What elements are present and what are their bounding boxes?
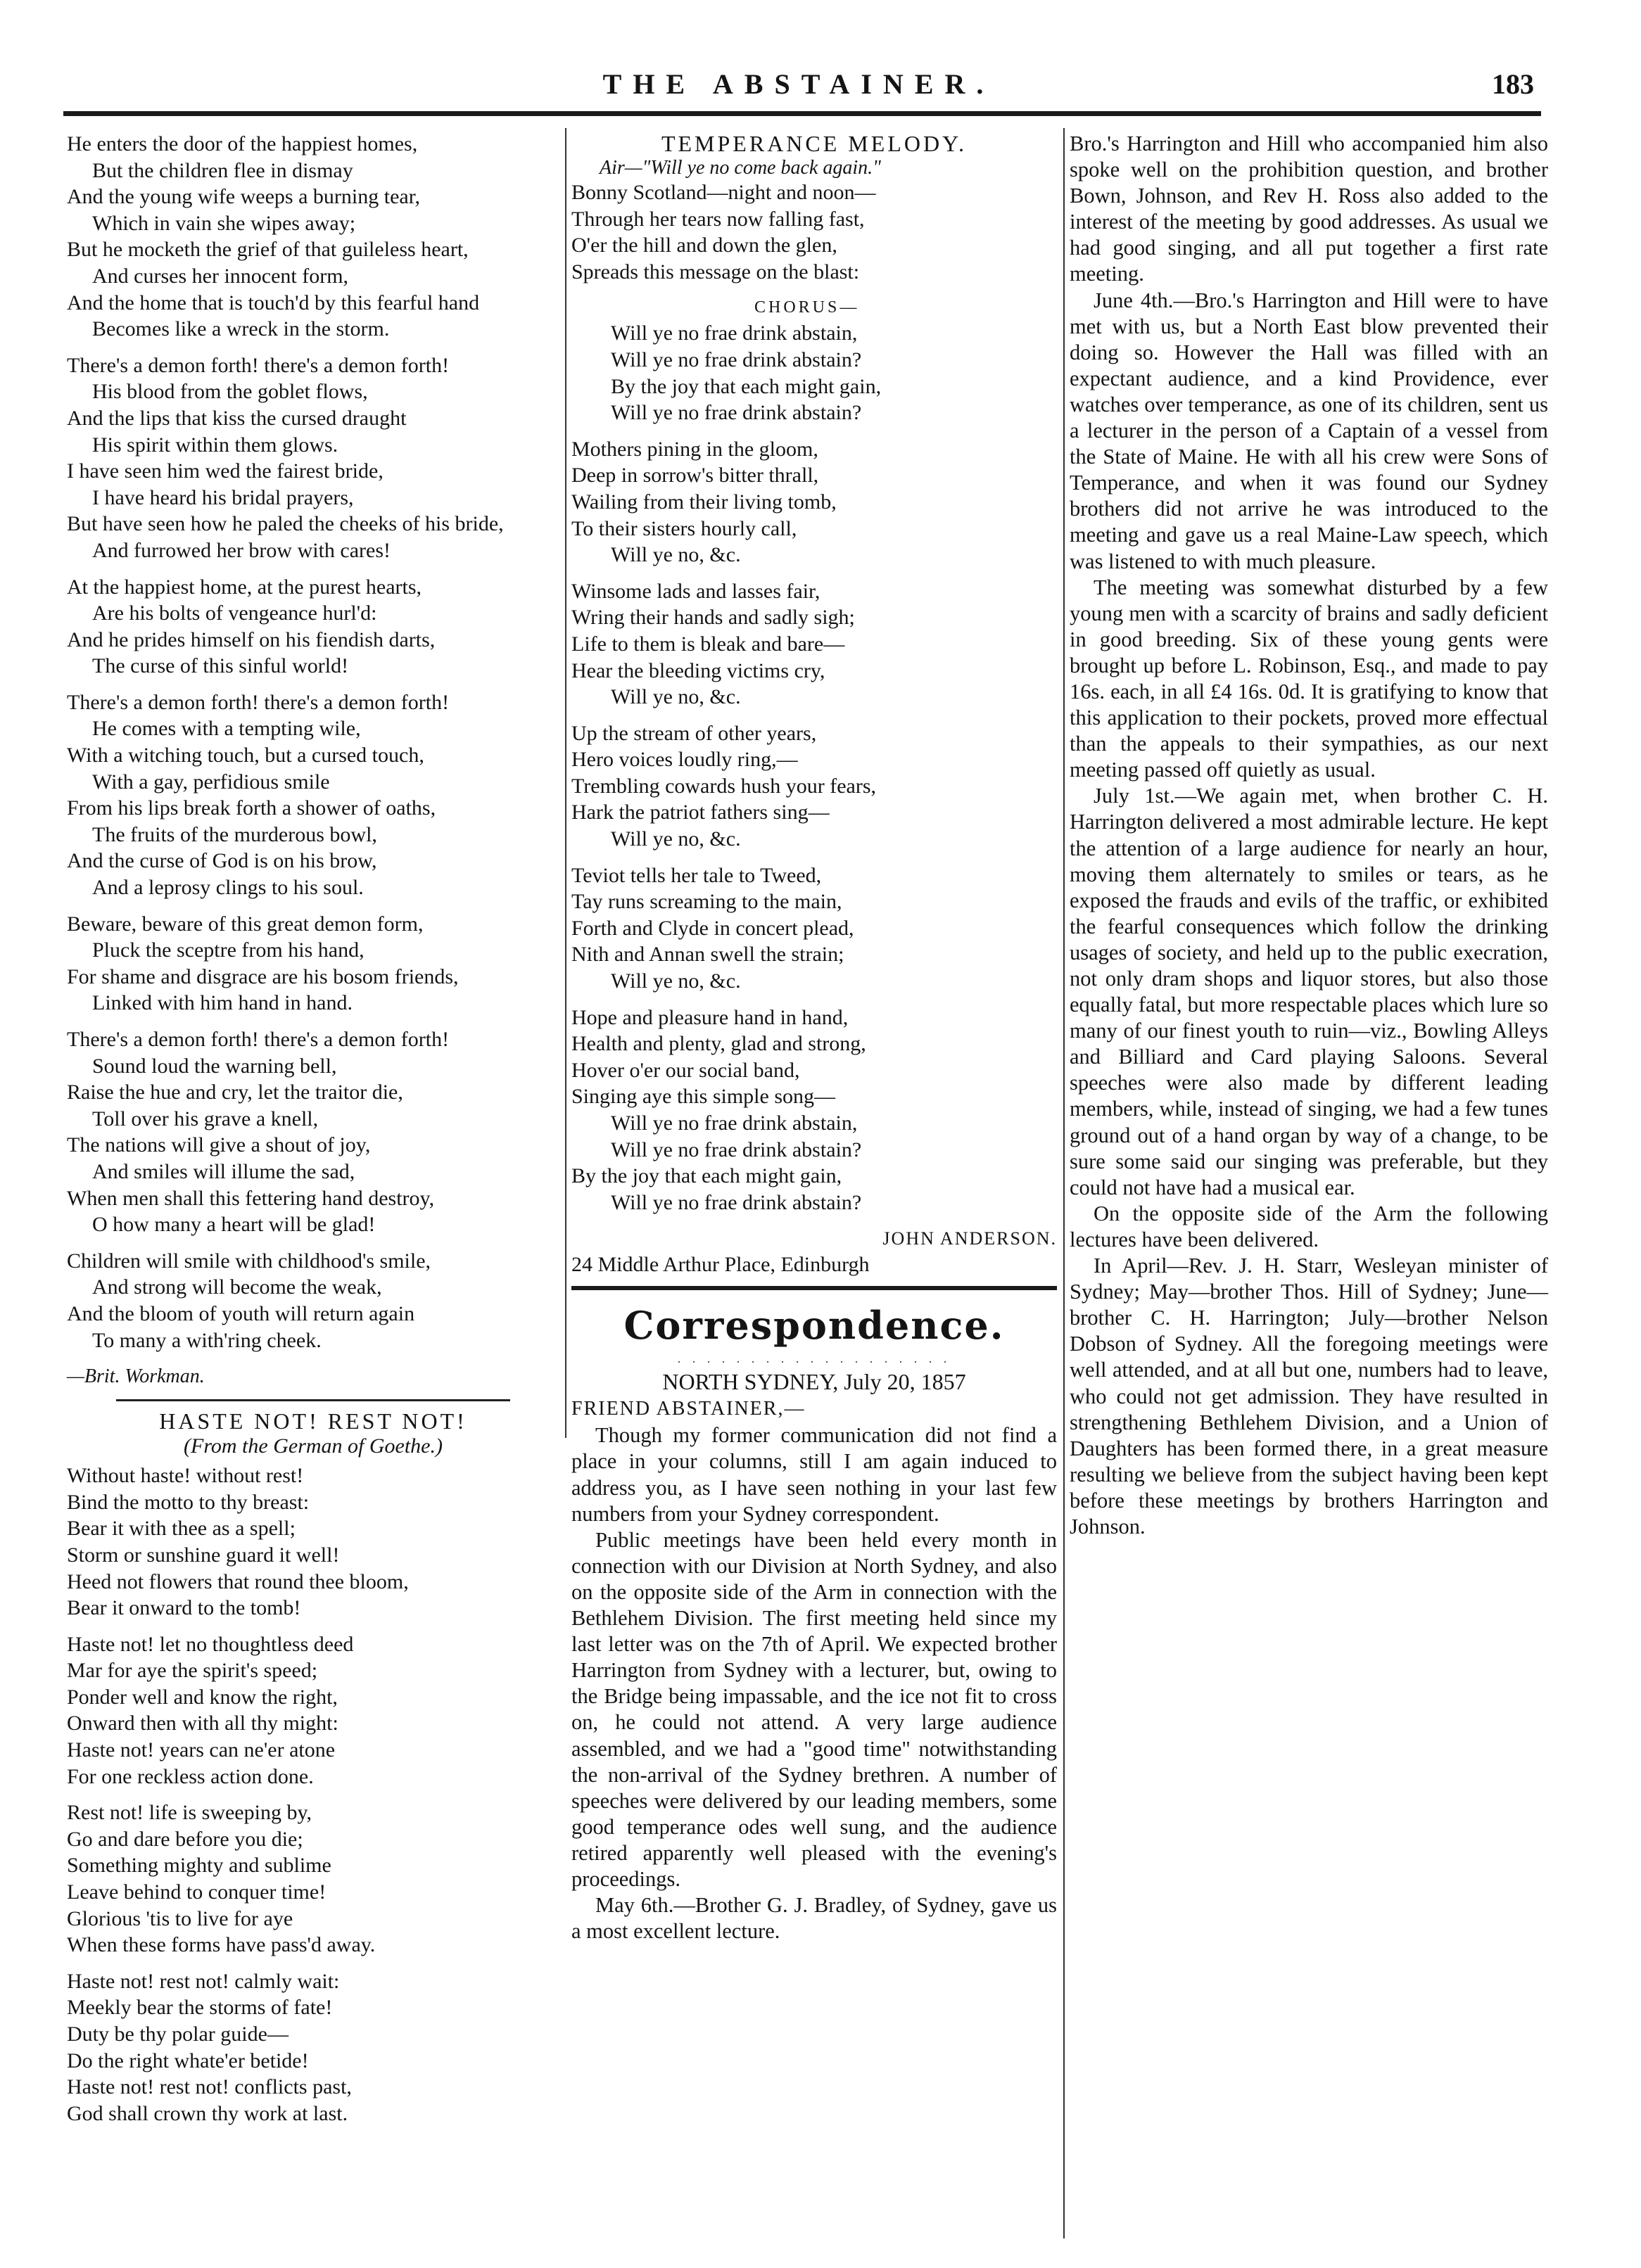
poem-line: Children will smile with childhood's smile, <box>67 1249 431 1273</box>
stanza <box>67 352 559 564</box>
header-rule <box>63 111 1541 116</box>
poem-line: Rest not! life is sweeping by, <box>67 1801 312 1825</box>
stanza <box>67 1026 559 1238</box>
stanza <box>67 1631 559 1790</box>
dotted-ornament: . . . . . . . . . . . . . . . . . . . <box>677 1351 951 1366</box>
poem-line: But the children flee in dismay <box>92 158 353 182</box>
poem-line: O how many a heart will be glad! <box>92 1213 376 1237</box>
poem-line: Onward then with all thy might: <box>67 1712 338 1735</box>
poem-line: Haste not! let no thoughtless deed <box>67 1632 354 1656</box>
poem-line: Will ye no frae drink abstain, <box>611 1111 858 1135</box>
letter-dateline: NORTH SYDNEY, July 20, 1857 <box>662 1369 966 1395</box>
poem-line: Something mighty and sublime <box>67 1854 331 1878</box>
poem-line: And the young wife weeps a burning tear, <box>67 185 420 209</box>
poem-line: For one reckless action done. <box>67 1764 314 1788</box>
poem-line: Bonny Scotland—night and noon— <box>571 181 876 204</box>
poem-subtitle-goethe: (From the German of Goethe.) <box>184 1434 443 1458</box>
letter-paragraph: On the opposite side of the Arm the following lectures have been delivered. <box>1070 1201 1548 1251</box>
poem-line: There's a demon forth! there's a demon forth! <box>67 690 450 714</box>
poem-line: Hope and pleasure hand in hand, <box>571 1005 849 1029</box>
poem-line: Deep in sorrow's bitter thrall, <box>571 464 819 488</box>
poem-line: Ponder well and know the right, <box>67 1685 338 1709</box>
poem-line: Leave behind to conquer time! <box>67 1880 327 1904</box>
poem-line: Mothers pining in the gloom, <box>571 437 818 461</box>
poem-line: And he prides himself on his fiendish darts, <box>67 627 436 651</box>
poem-line: Will ye no frae drink abstain? <box>611 1190 862 1214</box>
stanza <box>67 1248 559 1353</box>
poem-line: Becomes like a wreck in the storm. <box>92 317 390 341</box>
poem-line: Spreads this message on the blast: <box>571 260 860 284</box>
poem-line: Haste not! years can ne'er atone <box>67 1738 336 1762</box>
poem-line: And curses her innocent form, <box>92 264 349 288</box>
author-address: 24 Middle Arthur Place, Edinburgh <box>571 1253 870 1277</box>
column-divider-left <box>565 128 566 1438</box>
poem-line: Duty be thy polar guide— <box>67 2022 289 2046</box>
poem-line: Will ye no frae drink abstain? <box>611 1138 862 1161</box>
poem-line: Toll over his grave a knell, <box>92 1107 319 1130</box>
poem-line: He comes with a tempting wile, <box>92 717 361 741</box>
poem-line: Bind the motto to thy breast: <box>67 1490 310 1514</box>
letter-paragraph: The meeting was somewhat disturbed by a few young men with a scarcity of brains and sadly deficient in good breeding. Six of these young gents were brought up before L. Robinson, Esq., and made to pay 16s. each, in all £4 16s. 0d. It is gratifying to know that this application to their pockets, proved more effectual than the appeals to their sympathies, as our next meeting passed off quietly as usual. <box>1070 575 1548 782</box>
letter-paragraph: June 4th.—Bro.'s Harrington and Hill were to have met with us, but a North East blow prevented their doing so. However the Hall was filled with an expectant audience, and a kind Providence, ever watches over temperance, as one of its children, sent us a lecturer in the person of a Captain of a vessel from the State of Maine. He with all his crew were Sons of Temperance, and when it was found our Sydney brothers did not arrive he was introduced to the meeting and gave us a real Maine-Law speech, which was listened to with much pleasure. <box>1070 288 1548 573</box>
letter-salutation: FRIEND ABSTAINER,— <box>571 1398 806 1420</box>
poem-line: Will ye no, &c. <box>611 685 741 709</box>
poem-line: Do the right whate'er betide! <box>67 2049 309 2072</box>
poem-line: Forth and Clyde in concert plead, <box>571 916 854 940</box>
poem-line: Meekly bear the storms of fate! <box>67 1996 333 2020</box>
poem-line: The curse of this sinful world! <box>92 654 349 678</box>
poem-line: To their sisters hourly call, <box>571 516 797 540</box>
stanza <box>571 436 1057 568</box>
poem-line: Bear it with thee as a spell; <box>67 1517 296 1541</box>
stanza <box>67 1799 559 1958</box>
poem-line: For shame and disgrace are his bosom friends, <box>67 964 459 988</box>
poem-line: Pluck the sceptre from his hand, <box>92 938 365 962</box>
poem-line: Up the stream of other years, <box>571 721 817 745</box>
poem-line: From his lips break forth a shower of oaths, <box>67 796 436 820</box>
poem-haste-not <box>67 1463 559 2127</box>
poem-intro <box>571 179 1057 285</box>
poem-line: Trembling cowards hush your fears, <box>571 774 876 798</box>
poem-line: And the curse of God is on his brow, <box>67 849 377 873</box>
stanza <box>571 179 1057 285</box>
stanza <box>571 1005 1057 1216</box>
poem-line: Sound loud the warning bell, <box>92 1054 337 1078</box>
letter-paragraph: Public meetings have been held every month in connection with our Division at North Sydney, and also on the opposite side of the Arm in connection with the Bethlehem Division. The first meeting held since my last letter was on the 7th of April. We expected brother Harrington from Sydney with a lecturer, but, owing to the Bridge being impassable, and the ice not fit to cross on, he could not attend. A very large audience assembled, and we had a "good time" notwithstanding the non-arrival of the Sydney brethren. A number of speeches were delivered by our leading members, some good temperance odes well sung, and the audience retired apparently well pleased with the evening's proceedings. <box>571 1527 1057 1891</box>
letter-paragraph: July 1st.—We again met, when brother C. H. Harrington delivered a most admirable lecture. He kept the attention of a large audience for nearly an hour, moving them alternately to smiles or tears, as he exposed the frauds and evils of the traffic, or exhibited the fearful consequences which follow the drinking usages of society, and held up to the public execration, not only dram shops and liquor stores, but also those equally fatal, but more respectable places which lure so many of our finest youth to ruin—viz., Bowling Alleys and Billiard and Card playing Saloons. Several speeches were also made by different leading members, while, instead of singing, we had a few tunes ground out of a hand organ by way of a change, to be sure some said our singing was preferable, but they could not have had a musical ear. <box>1070 784 1548 1199</box>
poem-line: Linked with him hand in hand. <box>92 991 353 1015</box>
poem-line: Haste not! rest not! calmly wait: <box>67 1969 340 1993</box>
poem-line: Wailing from their living tomb, <box>571 490 837 514</box>
poem-line: And the bloom of youth will return again <box>67 1301 415 1325</box>
poem-line: Go and dare before you die; <box>67 1827 303 1851</box>
poem-line: Will ye no frae drink abstain? <box>611 348 862 371</box>
poem-title-temperance-melody: TEMPERANCE MELODY. <box>661 131 968 156</box>
stanza <box>571 862 1057 995</box>
poem-line: By the joy that each might gain, <box>611 374 882 398</box>
poem-line: Haste not! rest not! conflicts past, <box>67 2075 352 2099</box>
poem-line: Heed not flowers that round thee bloom, <box>67 1569 409 1593</box>
poem-line: And strong will become the weak, <box>92 1275 382 1299</box>
poem-line: Will ye no, &c. <box>611 969 741 993</box>
stanza <box>571 578 1057 711</box>
poem-line: Nith and Annan swell the strain; <box>571 943 844 967</box>
poem-line: Teviot tells her tale to Tweed, <box>571 863 822 887</box>
page-header <box>63 68 1534 110</box>
poem-line: With a witching touch, but a cursed touch, <box>67 744 424 767</box>
stanza <box>571 720 1057 853</box>
poem-line: O'er the hill and down the glen, <box>571 234 837 257</box>
poem-line: Are his bolts of vengeance hurl'd: <box>92 601 377 625</box>
poem-line: At the happiest home, at the purest hearts, <box>67 575 422 599</box>
stanza <box>67 574 559 680</box>
stanza <box>67 911 559 1017</box>
poem-line: Hero voices loudly ring,— <box>571 748 798 772</box>
poem-line: Storm or sunshine guard it well! <box>67 1543 340 1567</box>
publication-title: THE ABSTAINER. <box>602 68 995 100</box>
poem-line: With a gay, perfidious smile <box>92 770 330 794</box>
column-right <box>1070 131 1548 1540</box>
poem-line: Bear it onward to the tomb! <box>67 1596 301 1620</box>
poem-line: Beware, beware of this great demon form, <box>67 912 424 936</box>
poem-line: Tay runs screaming to the main, <box>571 890 842 914</box>
stanza <box>67 131 559 343</box>
poem-line: I have seen him wed the fairest bride, <box>67 459 384 483</box>
poem-line: When men shall this fettering hand destroy, <box>67 1186 435 1210</box>
poem-line: Life to them is bleak and bare— <box>571 632 845 656</box>
poem-line: Hear the bleeding victims cry, <box>571 658 825 682</box>
poem-line: Wring their hands and sadly sigh; <box>571 606 855 630</box>
poem-line: And a leprosy clings to his soul. <box>92 876 364 900</box>
poem-line: There's a demon forth! there's a demon forth! <box>67 1028 450 1051</box>
poem-line: And smiles will illume the sad, <box>92 1159 355 1183</box>
poem-line: God shall crown thy work at last. <box>67 2101 348 2125</box>
poem-line: Hark the patriot fathers sing— <box>571 801 830 824</box>
poem-line: And the home that is touch'd by this fearful hand <box>67 291 480 314</box>
poem-line: But he mocketh the grief of that guileless heart, <box>67 238 469 262</box>
poem-chorus <box>571 320 1057 426</box>
poem-line: To many a with'ring cheek. <box>92 1328 322 1352</box>
column-divider-right <box>1063 128 1065 2238</box>
poem-line: But have seen how he paled the cheeks of his bride, <box>67 512 504 536</box>
poem-line: And the lips that kiss the cursed draught <box>67 406 407 430</box>
poem-line: Health and plenty, glad and strong, <box>571 1032 866 1056</box>
stanza <box>67 689 559 901</box>
poem-line: His spirit within them glows. <box>92 433 338 457</box>
poem-title-haste-not: HASTE NOT! REST NOT! <box>159 1408 467 1434</box>
poem-temperance-melody <box>571 436 1057 1216</box>
poem-line: I have heard his bridal prayers, <box>92 485 354 509</box>
chorus-label: CHORUS— <box>754 298 860 317</box>
separator-rule <box>116 1399 510 1401</box>
poem-line: Will ye no, &c. <box>611 827 741 851</box>
poem-line: He enters the door of the happiest homes, <box>67 132 418 155</box>
stanza <box>67 1968 559 2127</box>
author-signature: JOHN ANDERSON. <box>882 1228 1057 1249</box>
page-number: 183 <box>1492 68 1534 100</box>
poem-line: Without haste! without rest! <box>67 1464 304 1488</box>
letter-body <box>571 1422 1057 1944</box>
poem-line: Mar for aye the spirit's speed; <box>67 1659 318 1683</box>
poem-line: Will ye no frae drink abstain, <box>611 321 858 345</box>
poem-line: The fruits of the murderous bowl, <box>92 822 377 846</box>
poem-credit: —Brit. Workman. <box>67 1365 205 1388</box>
poem-line: When these forms have pass'd away. <box>67 1933 376 1957</box>
letter-paragraph: Bro.'s Harrington and Hill who accompanied him also spoke well on the prohibition question, and brother Bown, Johnson, and Rev H. Ross also added to the interest of the meeting by good addresses. As usual we had good singing, and all put together a first rate meeting. <box>1070 132 1548 286</box>
poem-line: And furrowed her brow with cares! <box>92 538 391 562</box>
column-middle <box>571 131 1057 1944</box>
poem-line: Winsome lads and lasses fair, <box>571 579 820 603</box>
poem-line: The nations will give a shout of joy, <box>67 1133 371 1157</box>
poem-air: Air—"Will ye no come back again." <box>600 157 881 179</box>
letter-continuation <box>1070 131 1548 1540</box>
poem-line: Glorious 'tis to live for aye <box>67 1906 293 1930</box>
section-rule <box>571 1286 1057 1290</box>
poem-line: There's a demon forth! there's a demon forth! <box>67 353 450 377</box>
stanza <box>571 320 1057 426</box>
poem-line: Through her tears now falling fast, <box>571 207 865 231</box>
poem-line: By the joy that each might gain, <box>571 1164 842 1188</box>
correspondence-heading: Correspondence. <box>623 1303 1005 1349</box>
letter-paragraph: May 6th.—Brother G. J. Bradley, of Sydney, gave us a most excellent lecture. <box>571 1893 1057 1944</box>
poem-line: Raise the hue and cry, let the traitor die, <box>67 1081 403 1104</box>
poem-line: His blood from the goblet flows, <box>92 380 368 404</box>
letter-paragraph: Though my former communication did not find a place in your columns, still I am again induced to address you, as I have seen nothing in your last few numbers from your Sydney correspondent. <box>571 1423 1057 1526</box>
poem-line: Will ye no, &c. <box>611 543 741 567</box>
poem-line: Which in vain she wipes away; <box>92 211 356 235</box>
stanza <box>67 1463 559 1622</box>
poem-line: Hover o'er our social band, <box>571 1058 800 1082</box>
poem-demon <box>67 131 559 1353</box>
poem-line: Singing aye this simple song— <box>571 1085 835 1109</box>
poem-line: Will ye no frae drink abstain? <box>611 401 862 425</box>
column-left <box>67 131 559 2136</box>
letter-paragraph: In April—Rev. J. H. Starr, Wesleyan minister of Sydney; May—brother Thos. Hill of Sydney; June—brother C. H. Harrington; July—brother Nelson Dobson of Sydney. All the foregoing meetings were well attended, and at all but one, numbers had to leave, who could not get admission. They have resulted in strengthening Bethlehem Division, and a Union of Daughters has been formed there, in a great measure resulting we believe from the subject having been kept before these meetings by brothers Harrington and Johnson. <box>1070 1254 1548 1538</box>
